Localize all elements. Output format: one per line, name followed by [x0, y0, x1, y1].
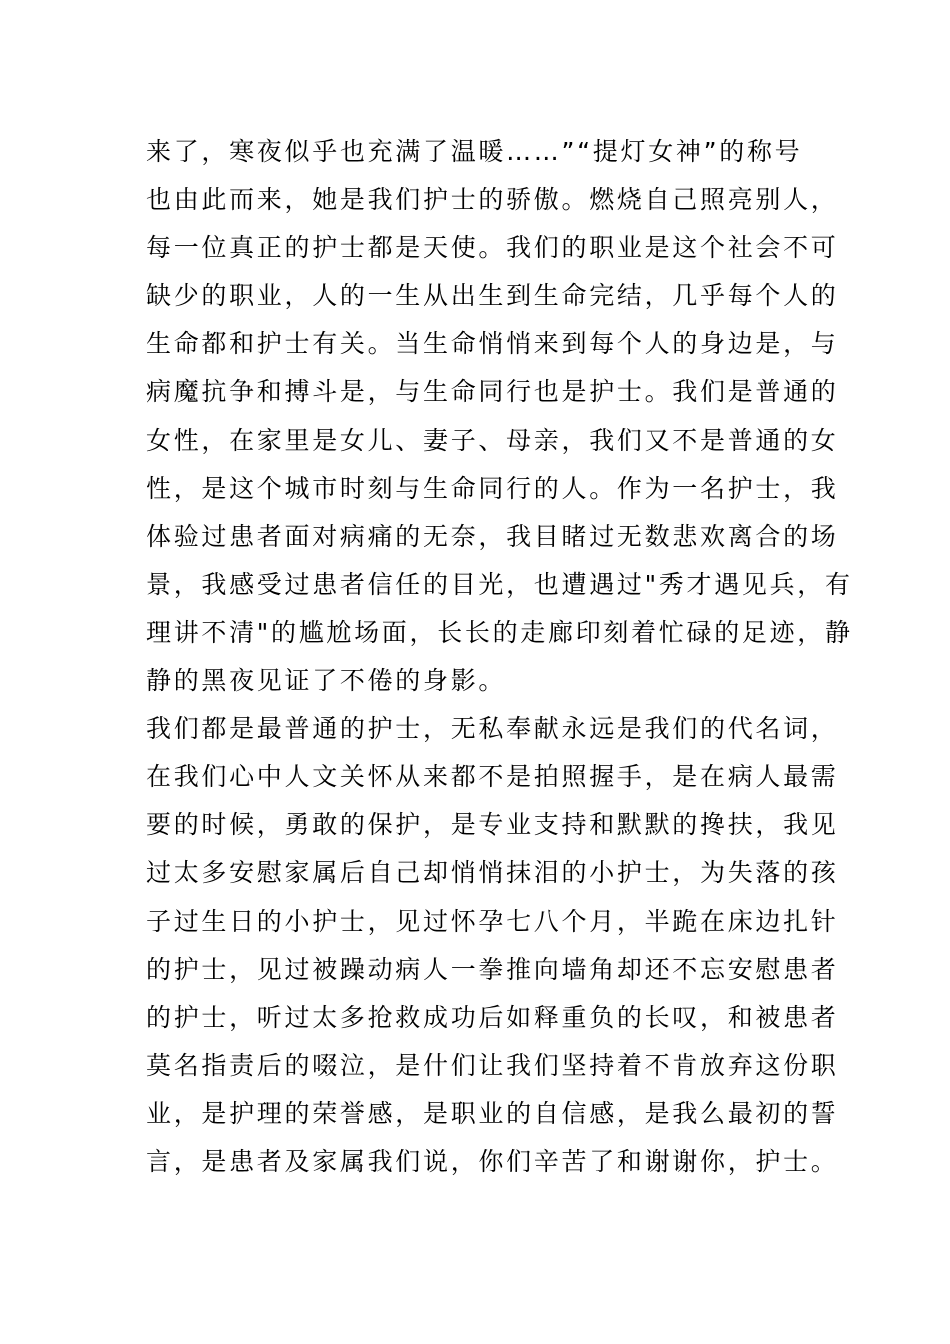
text-line: 在我们心中人文关怀从来都不是拍照握手，是在病人最需 [146, 762, 839, 792]
text-line: 病魔抗争和搏斗是，与生命同行也是护士。我们是普通的 [146, 377, 839, 407]
text-line: 子过生日的小护士，见过怀孕七八个月，半跪在床边扎针 [146, 906, 839, 936]
text-line: 的护士，听过太多抢救成功后如释重负的长叹，和被患者 [146, 1002, 839, 1032]
text-line: 业，是护理的荣誉感，是职业的自信感，是我么最初的誓 [146, 1098, 839, 1128]
text-line: 静的黑夜见证了不倦的身影。 [146, 666, 507, 696]
body-text [146, 128, 853, 1186]
text-line: 性，是这个城市时刻与生命同行的人。作为一名护士，我 [146, 473, 839, 503]
paragraph-2 [146, 705, 839, 1186]
text-line: 我们都是最普通的护士，无私奉献永远是我们的代名词， [146, 714, 839, 744]
text-line: 的护士，见过被躁动病人一拳推向墙角却还不忘安慰患者 [146, 954, 839, 984]
paragraph-1 [146, 128, 853, 705]
text-line: 要的时候，勇敢的保护，是专业支持和默默的搀扶，我见 [146, 810, 839, 840]
text-line: 莫名指责后的啜泣，是什们让我们坚持着不肯放弃这份职 [146, 1050, 839, 1080]
text-line: 过太多安慰家属后自己却悄悄抹泪的小护士，为失落的孩 [146, 858, 839, 888]
text-line: 生命都和护士有关。当生命悄悄来到每个人的身边是，与 [146, 329, 839, 359]
text-line: 每一位真正的护士都是天使。我们的职业是这个社会不可 [146, 233, 839, 263]
text-line: 来了，寒夜似乎也充满了温暖……”“提灯女神”的称号 [146, 137, 803, 166]
text-line: 女性，在家里是女儿、妻子、母亲，我们又不是普通的女 [146, 425, 839, 455]
text-line: 也由此而来，她是我们护士的骄傲。燃烧自己照亮别人， [146, 185, 839, 215]
text-line: 言，是患者及家属我们说，你们辛苦了和谢谢你，护士。 [146, 1146, 839, 1176]
text-line: 景，我感受过患者信任的目光，也遭遇过"秀才遇见兵，有 [146, 569, 853, 599]
text-line: 缺少的职业，人的一生从出生到生命完结，几乎每个人的 [146, 281, 839, 311]
text-line: 理讲不清"的尴尬场面，长长的走廊印刻着忙碌的足迹，静 [146, 617, 853, 647]
text-line: 体验过患者面对病痛的无奈，我目睹过无数悲欢离合的场 [146, 521, 839, 551]
